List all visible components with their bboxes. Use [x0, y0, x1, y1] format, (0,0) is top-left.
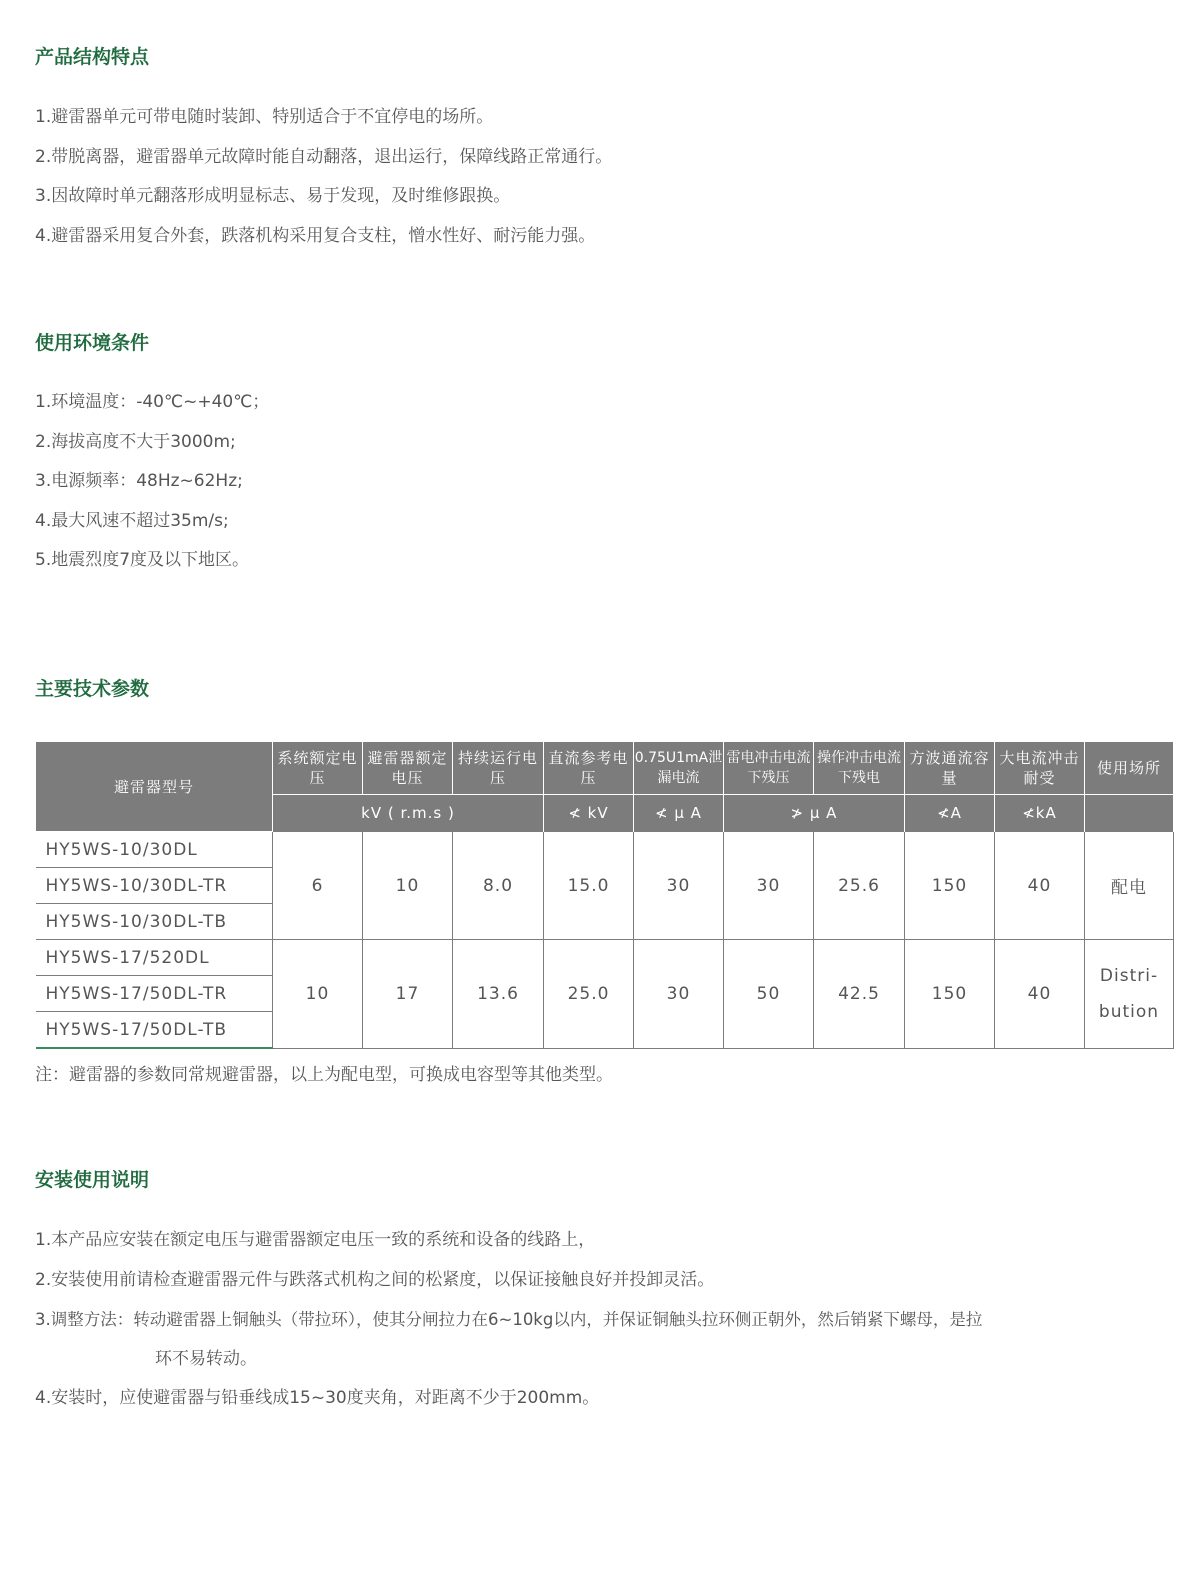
value-cont: 13.6 [453, 940, 544, 1049]
value-use: 配电 [1085, 832, 1174, 940]
header-cont-voltage: 持续运行电压 [453, 742, 544, 795]
value-lightning: 50 [724, 940, 814, 1049]
use-line: Distri- [1099, 965, 1159, 986]
model-cell: HY5WS-17/50DL-TB [36, 1012, 273, 1049]
header-sys-voltage: 系统额定电压 [273, 742, 363, 795]
unit-use-empty [1085, 795, 1174, 832]
value-square: 150 [905, 832, 995, 940]
value-rated: 17 [363, 940, 453, 1049]
list-item: 2.海拔高度不大于3000m; [35, 431, 236, 452]
value-sys: 10 [273, 940, 363, 1049]
unit-dc: ≮ kV [544, 795, 634, 832]
list-item: 2.安装使用前请检查避雷器元件与跌落式机构之间的松紧度，以保证接触良好并投卸灵活。 [35, 1269, 715, 1290]
value-switching: 25.6 [814, 832, 905, 940]
list-item: 3.电源频率：48Hz~62Hz; [35, 471, 243, 491]
list-item: 环不易转动。 [155, 1348, 257, 1369]
list-item: 3.调整方法：转动避雷器上铜触头（带拉环），使其分闸拉力在6~10kg以内，并保证铜触头拉环侧正朝外，然后销紧下螺母，是拉 [35, 1310, 983, 1329]
value-dc: 15.0 [544, 832, 634, 940]
params-table [35, 741, 1174, 1049]
value-leak: 30 [634, 940, 724, 1049]
value-high: 40 [995, 940, 1085, 1049]
install-list [35, 1221, 1175, 1419]
section-title-install: 安装使用说明 [35, 1169, 150, 1191]
list-item: 4.最大风速不超过35m/s; [35, 510, 229, 531]
header-lightning: 雷电冲击电流下残压 [724, 742, 814, 795]
value-leak: 30 [634, 832, 724, 940]
model-cell: HY5WS-10/30DL [36, 832, 273, 868]
model-cell: HY5WS-17/50DL-TR [36, 976, 273, 1012]
list-item: 1.避雷器单元可带电随时装卸、特别适合于不宜停电的场所。 [35, 107, 494, 127]
value-square: 150 [905, 940, 995, 1049]
section-title-structure: 产品结构特点 [35, 46, 150, 68]
header-model: 避雷器型号 [36, 742, 273, 832]
header-use: 使用场所 [1085, 742, 1174, 795]
structure-list [35, 98, 1175, 256]
list-item: 2.带脱离器，避雷器单元故障时能自动翻落，退出运行，保障线路正常通行。 [35, 146, 613, 167]
value-switching: 42.5 [814, 940, 905, 1049]
value-sys: 6 [273, 832, 363, 940]
header-square: 方波通流容量 [905, 742, 995, 795]
model-cell: HY5WS-10/30DL-TB [36, 904, 273, 940]
section-title-params: 主要技术参数 [35, 678, 150, 700]
list-item: 4.避雷器采用复合外套，跌落机构采用复合支柱，憎水性好、耐污能力强。 [35, 225, 596, 246]
value-cont: 8.0 [453, 832, 544, 940]
list-item: 3.因故障时单元翻落形成明显标志、易于发现，及时维修跟换。 [35, 186, 511, 206]
section-title-environment: 使用环境条件 [35, 332, 150, 354]
header-dc-ref: 直流参考电压 [544, 742, 634, 795]
unit-residual: ≯ μ A [724, 795, 905, 832]
value-high: 40 [995, 832, 1085, 940]
use-line: bution [1098, 1001, 1160, 1022]
unit-high: ≮kA [995, 795, 1085, 832]
value-lightning: 30 [724, 832, 814, 940]
header-rated-voltage: 避雷器额定电压 [363, 742, 453, 795]
list-item: 4.安装时，应使避雷器与铅垂线成15~30度夹角，对距离不少于200mm。 [35, 1388, 600, 1408]
unit-kv-rms: kV ( r.m.s ) [273, 795, 544, 832]
header-high-current: 大电流冲击耐受 [995, 742, 1085, 795]
header-leak: 0.75U1mA泄漏电流 [634, 742, 724, 795]
environment-list [35, 383, 1175, 581]
model-cell: HY5WS-17/520DL [36, 940, 273, 976]
table-note: 注：避雷器的参数同常规避雷器，以上为配电型，可换成电容型等其他类型。 [35, 1065, 613, 1085]
value-dc: 25.0 [544, 940, 634, 1049]
list-item: 1.环境温度：-40℃~+40℃； [35, 392, 270, 412]
value-use [1085, 940, 1174, 1049]
value-rated: 10 [363, 832, 453, 940]
header-switching: 操作冲击电流下残电 [814, 742, 905, 795]
list-item: 5.地震烈度7度及以下地区。 [35, 550, 250, 570]
unit-leak: ≮ μ A [634, 795, 724, 832]
model-cell: HY5WS-10/30DL-TR [36, 868, 273, 904]
list-item: 1.本产品应安装在额定电压与避雷器额定电压一致的系统和设备的线路上， [35, 1230, 596, 1250]
unit-square: ≮A [905, 795, 995, 832]
